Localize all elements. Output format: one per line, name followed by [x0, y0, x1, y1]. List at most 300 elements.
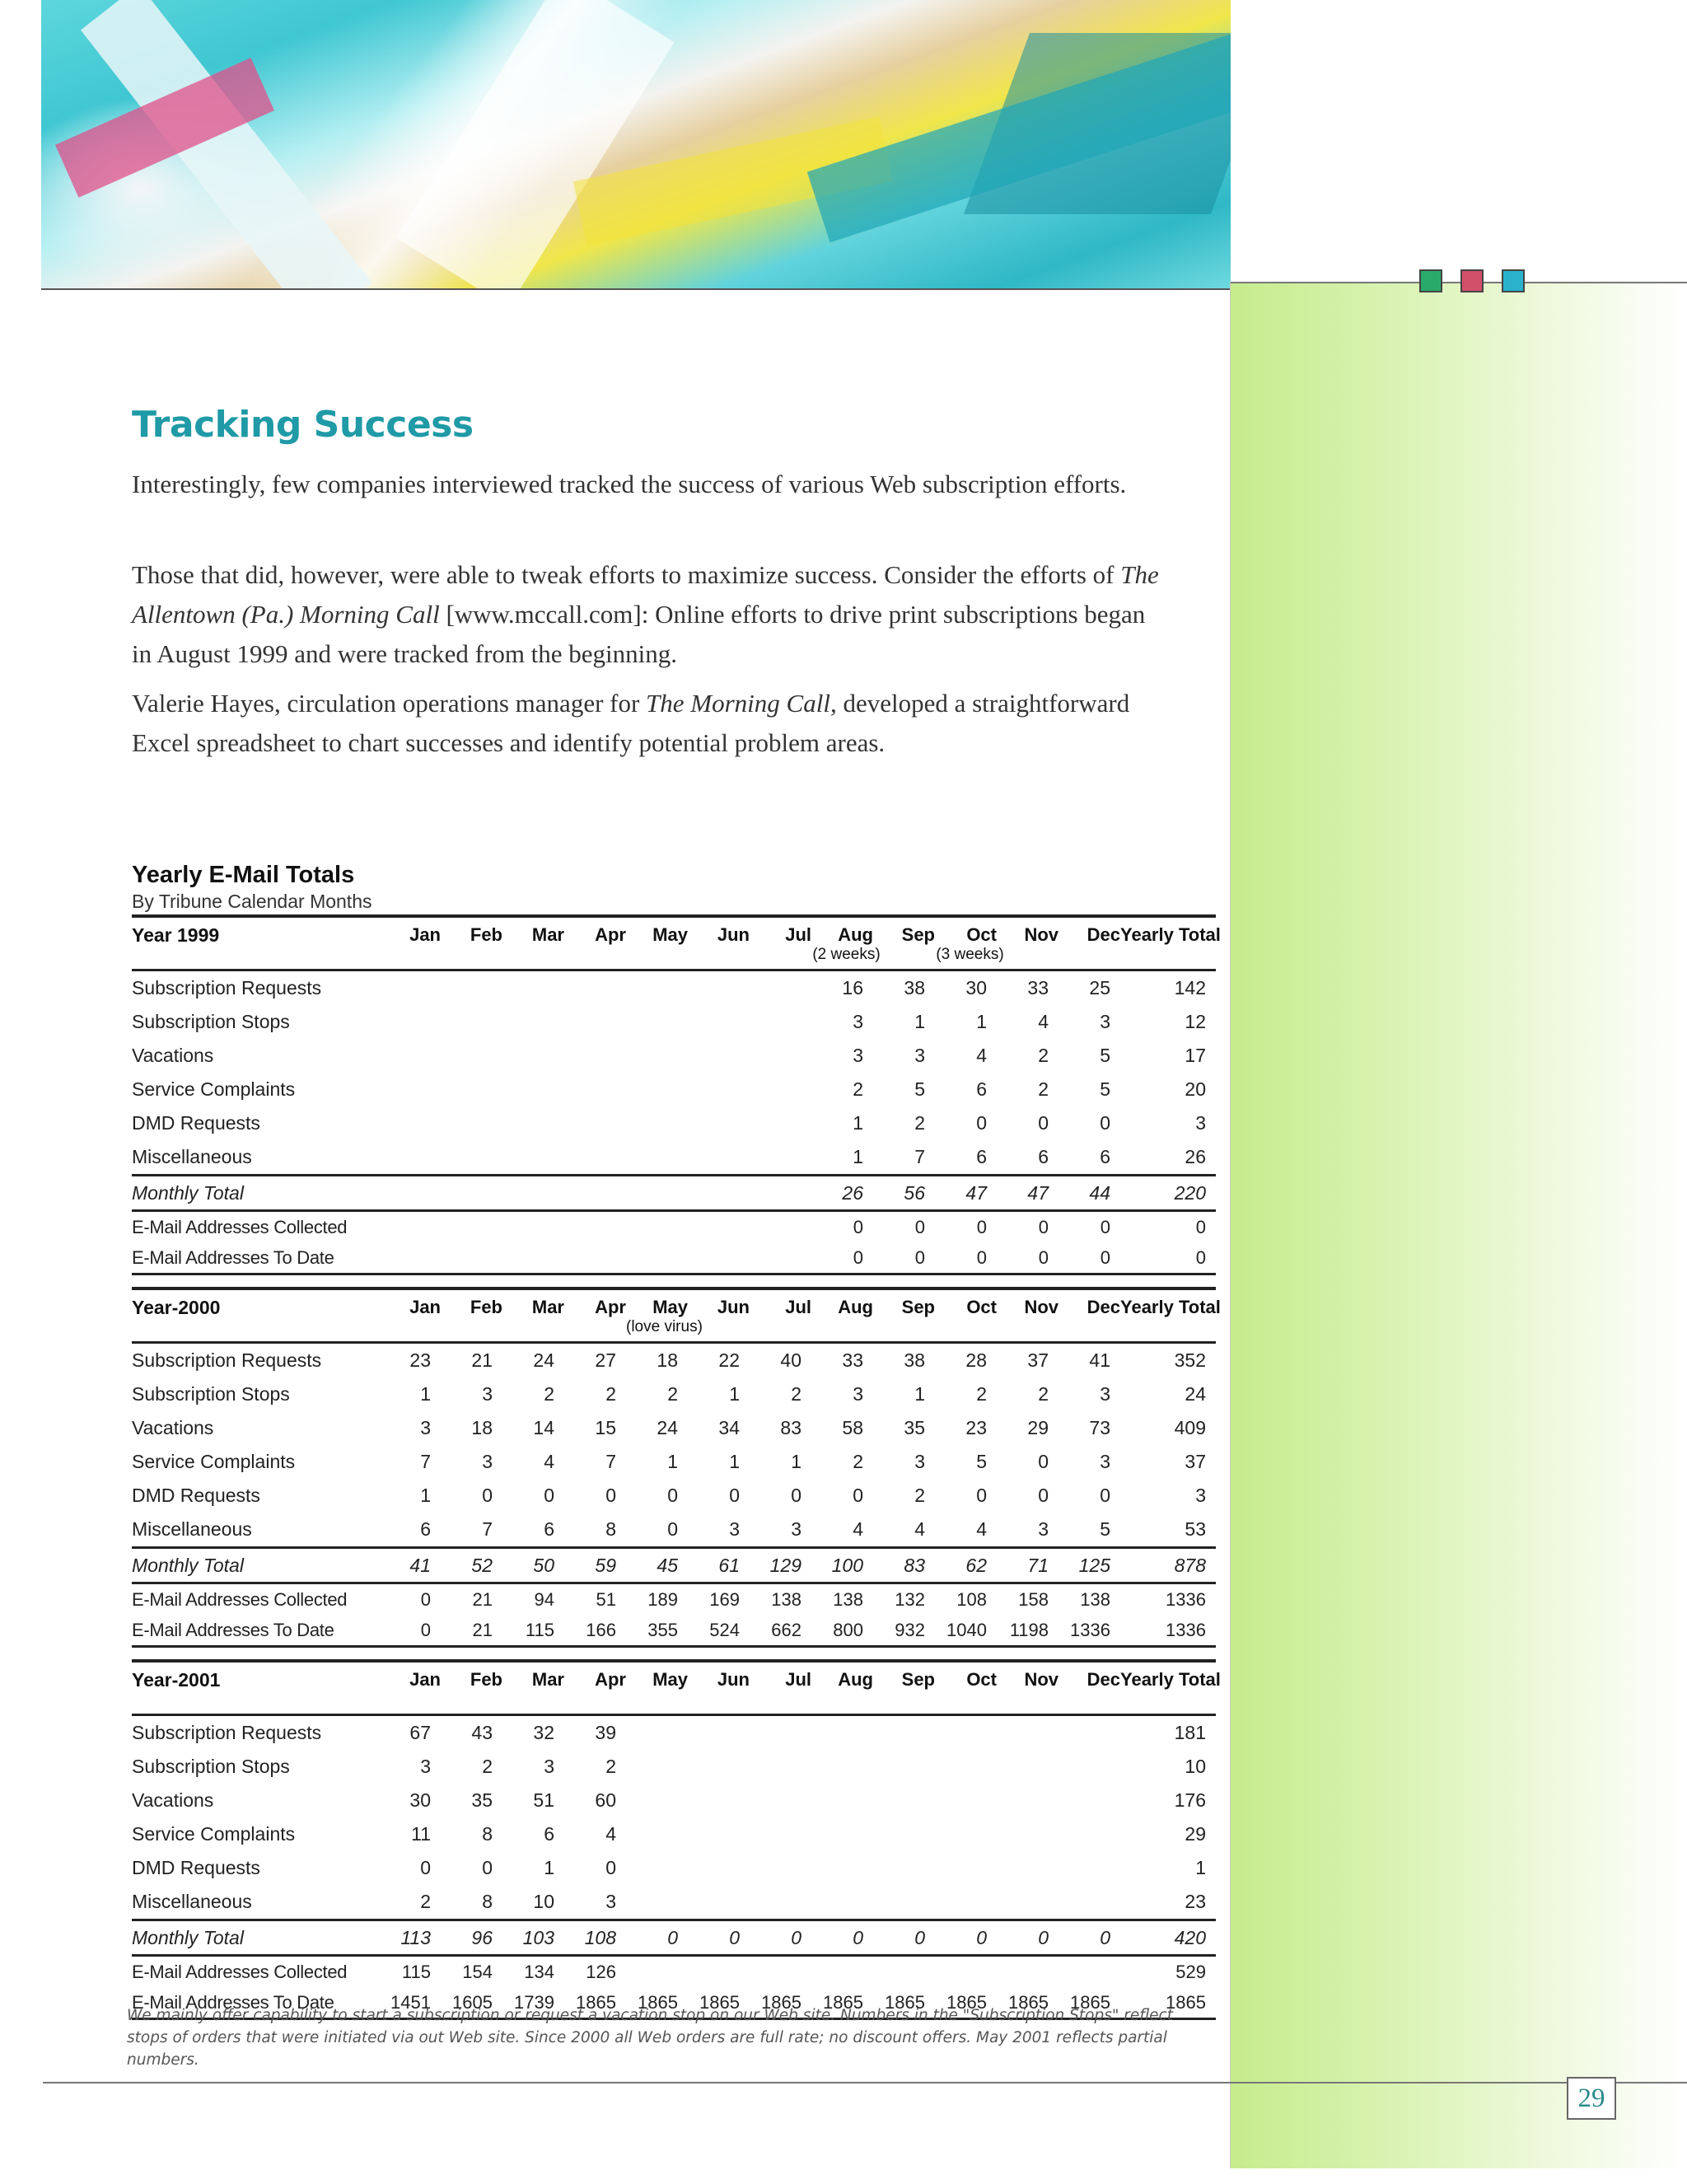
table-cell: 43: [471, 1722, 493, 1743]
table-subtitle: By Tribune Calendar Months: [132, 891, 372, 912]
table-cell: [1058, 1885, 1120, 1920]
table-cell: 3: [1195, 1112, 1206, 1134]
email-row-label: E-Mail Addresses To Date: [132, 1987, 379, 2019]
table-cell: [502, 1039, 564, 1073]
month-header: [379, 1661, 441, 1715]
table-cell: [441, 1039, 502, 1073]
blue-square-icon: [1502, 269, 1525, 292]
table-cell: 38: [904, 977, 925, 998]
email-cell: 0: [997, 1242, 1058, 1274]
table-cell: [502, 970, 564, 1006]
month-header: [873, 916, 935, 970]
table-cell: 16: [842, 977, 863, 998]
email-cell: 1865: [750, 1987, 811, 2019]
table-cell: 18: [657, 1349, 678, 1371]
monthly-total-label: Monthly Total: [132, 1176, 379, 1211]
table-cell: 24: [1185, 1383, 1206, 1405]
month-header: [935, 1661, 997, 1715]
email-cell: 1865: [997, 1987, 1058, 2019]
table-cell: 1: [853, 1112, 863, 1134]
table-cell: 0: [791, 1485, 801, 1506]
month-header: [502, 1288, 564, 1343]
table-cell: 83: [780, 1417, 801, 1438]
monthly-total-cell: 0: [688, 1920, 750, 1956]
table-cell: [1058, 1715, 1120, 1751]
month-header: [688, 1661, 750, 1715]
table-row: [132, 1817, 1216, 1851]
table-cell: 27: [595, 1349, 616, 1371]
table-cell: 6: [544, 1518, 554, 1540]
table-cell: [441, 1140, 502, 1176]
table-cell: [997, 1885, 1058, 1920]
table-cell: 0: [1038, 1451, 1049, 1472]
month-label: Mar: [531, 1669, 564, 1690]
table-cell: 35: [904, 1417, 925, 1438]
year-label: Year-2001: [132, 1669, 221, 1691]
month-header: [997, 1661, 1058, 1715]
table-cell: 5: [1100, 1045, 1110, 1066]
row-label: Vacations: [132, 1045, 214, 1066]
table-cell: 5: [976, 1451, 987, 1472]
row-label: Vacations: [132, 1789, 214, 1811]
table-cell: 60: [595, 1789, 616, 1811]
table-cell: [564, 970, 626, 1006]
table-cell: [997, 1817, 1058, 1851]
table-cell: [626, 1140, 688, 1176]
monthly-total-cell: 71: [997, 1548, 1058, 1583]
email-cell: 0: [976, 1216, 987, 1237]
email-cell: [750, 1242, 811, 1274]
monthly-total-cell: 59: [564, 1548, 626, 1583]
table-cell: 0: [482, 1485, 493, 1506]
month-label: Jun: [717, 1669, 750, 1690]
month-label: Apr: [595, 1297, 626, 1317]
month-label: Dec: [1087, 1297, 1120, 1317]
table-cell: 5: [1100, 1518, 1110, 1540]
table-cell: 73: [1089, 1417, 1110, 1438]
table-cell: [811, 1715, 873, 1751]
email-cell: 1336: [1058, 1615, 1120, 1647]
table-cell: 2: [853, 1451, 863, 1472]
table-row: [132, 1039, 1216, 1073]
month-header: [441, 1661, 502, 1715]
email-cell: 0: [1038, 1216, 1049, 1237]
table-cell: 30: [409, 1789, 431, 1811]
table-cell: 6: [976, 1078, 987, 1100]
month-label: Jul: [785, 924, 811, 945]
email-cell: 662: [750, 1615, 811, 1647]
table-cell: 4: [976, 1518, 987, 1540]
email-cell: 166: [564, 1615, 626, 1647]
row-label: Service Complaints: [132, 1451, 296, 1472]
month-label: Nov: [1024, 1669, 1058, 1690]
email-cell: 1865: [1058, 1987, 1120, 2019]
table-cell: [750, 1106, 811, 1140]
table-cell: 11: [411, 1823, 431, 1845]
table-cell: [688, 1885, 750, 1920]
month-note: (2 weeks): [812, 946, 881, 963]
row-label: DMD Requests: [132, 1485, 260, 1506]
table-cell: [626, 1073, 688, 1106]
table-cell: 5: [1100, 1078, 1110, 1100]
table-cell: 5: [914, 1078, 925, 1100]
monthly-total-cell: 61: [688, 1548, 750, 1583]
email-cell: 0: [1058, 1242, 1120, 1274]
month-label: Oct: [966, 1297, 997, 1317]
table-cell: [811, 1817, 873, 1851]
table-cell: 51: [533, 1789, 554, 1811]
table-cell: [626, 1784, 688, 1817]
paragraph-1-text: Interestingly, few companies interviewed tracked the success of various Web subscription efforts.: [132, 470, 1127, 498]
table-cell: 2: [667, 1383, 678, 1405]
table-cell: 181: [1174, 1722, 1206, 1743]
email-cell: 1865: [564, 1987, 626, 2019]
table-cell: 3: [420, 1756, 431, 1777]
row-label: DMD Requests: [132, 1857, 260, 1878]
monthly-total-cell: 45: [626, 1548, 688, 1583]
table-row: [132, 1073, 1216, 1106]
table-cell: [688, 970, 750, 1006]
table-cell: [750, 1784, 811, 1817]
table-cell: [873, 1715, 935, 1751]
month-header: [997, 916, 1058, 970]
month-label: Aug: [838, 1297, 873, 1317]
email-cell: [997, 1956, 1058, 1988]
table-cell: 0: [605, 1485, 616, 1506]
email-cell: [811, 1956, 873, 1988]
table-cell: 4: [853, 1518, 863, 1540]
monthly-total-cell: 0: [935, 1920, 997, 1956]
monthly-total-cell: 420: [1120, 1920, 1216, 1956]
email-cell: 0: [853, 1216, 863, 1237]
table-row: [132, 1715, 1216, 1751]
email-cell: 800: [811, 1615, 873, 1647]
table-cell: 2: [976, 1383, 987, 1405]
email-cell: 134: [524, 1961, 554, 1982]
table-cell: 7: [420, 1451, 431, 1472]
table-cell: [564, 1073, 626, 1106]
email-cell: [688, 1956, 750, 1988]
month-label: Feb: [470, 924, 502, 945]
table-cell: 2: [1038, 1383, 1049, 1405]
paragraph-1: [132, 465, 1161, 504]
month-label: Nov: [1024, 924, 1058, 945]
table-cell: [441, 970, 502, 1006]
month-header: [750, 916, 811, 970]
table-row: [132, 1005, 1216, 1039]
table-cell: 2: [1038, 1078, 1049, 1100]
table-row: [132, 1885, 1216, 1920]
paragraph-3-text-a: Valerie Hayes, circulation operations manager for: [132, 689, 647, 718]
table-cell: 29: [1185, 1823, 1206, 1845]
table-cell: 14: [533, 1417, 554, 1438]
table-cell: 20: [1185, 1078, 1206, 1100]
table-cell: [935, 1817, 997, 1851]
table-cell: 3: [853, 1383, 863, 1405]
month-header: [935, 916, 1004, 970]
page-number: 29: [1567, 2077, 1616, 2120]
email-cell: 355: [626, 1615, 688, 1647]
month-label: Jul: [785, 1669, 811, 1690]
email-row-label: E-Mail Addresses Collected: [132, 1588, 348, 1610]
email-cell: 1865: [935, 1987, 997, 2019]
monthly-total-row: [132, 1176, 1216, 1211]
table-cell: [564, 1005, 626, 1039]
email-cell: 169: [709, 1588, 740, 1610]
email-cell: 51: [596, 1588, 616, 1610]
table-cell: 7: [605, 1451, 616, 1472]
email-row: [132, 1583, 1216, 1616]
table-cell: 17: [1185, 1045, 1206, 1066]
email-row: [132, 1211, 1216, 1243]
month-header: [811, 1661, 873, 1715]
month-header: [935, 1288, 997, 1343]
paragraph-2-text-b: [www.mccall.com]: Online efforts to drive print subscriptions began in August 1999 and were tracked from the beginning.: [132, 600, 1146, 668]
table-cell: [1058, 1851, 1120, 1885]
table-cell: 58: [842, 1417, 863, 1438]
email-cell: 108: [956, 1588, 987, 1610]
monthly-total-cell: 96: [441, 1920, 502, 1956]
email-cell: 0: [379, 1615, 441, 1647]
email-cell: [626, 1956, 688, 1988]
table-cell: [750, 1715, 811, 1751]
table-cell: 38: [904, 1349, 925, 1371]
table-cell: [626, 1750, 688, 1784]
table-cell: 2: [914, 1112, 925, 1134]
table-cell: [626, 1715, 688, 1751]
table-cell: 39: [595, 1722, 616, 1743]
table-cell: 33: [1027, 977, 1049, 998]
table-cell: [441, 1073, 502, 1106]
month-note: (love virus): [626, 1318, 703, 1335]
email-cell: [502, 1242, 564, 1274]
email-row-label: E-Mail Addresses To Date: [132, 1615, 379, 1647]
email-cell: [688, 1242, 750, 1274]
table-cell: [750, 1005, 811, 1039]
table-row: [132, 1445, 1216, 1479]
month-header: [564, 916, 626, 970]
month-label: Feb: [470, 1297, 502, 1317]
red-square-icon: [1460, 269, 1484, 292]
month-header: [1058, 916, 1120, 970]
table-cell: [750, 1817, 811, 1851]
email-cell: 1865: [688, 1987, 750, 2019]
monthly-total-cell: 220: [1120, 1176, 1216, 1211]
table-cell: 4: [605, 1823, 616, 1845]
table-cell: 40: [780, 1349, 801, 1371]
monthly-total-cell: [750, 1176, 811, 1211]
table-cell: 22: [718, 1349, 740, 1371]
table-cell: 4: [1038, 1011, 1049, 1032]
month-header: [502, 1661, 564, 1715]
footnote: We mainly offer capability to start a subscription or request a vacation stop on our Web site. Numbers in the "Subscription Stops" reflect stops of orders that were initiated via out Web site. Since 2000 all Web orders are full rate; no discount offers. May 2001 reflects partial numbers.: [127, 2007, 1173, 2069]
yearly-total-header: Yearly Total: [1120, 1297, 1221, 1317]
email-cell: 1865: [626, 1987, 688, 2019]
table-cell: 0: [976, 1112, 987, 1134]
table-cell: [564, 1106, 626, 1140]
table-cell: [502, 1005, 564, 1039]
table-cell: 23: [965, 1417, 987, 1438]
table-cell: 176: [1174, 1789, 1206, 1811]
table-row: [132, 1784, 1216, 1817]
email-cell: 189: [647, 1588, 678, 1610]
table-cell: 1: [544, 1857, 554, 1878]
monthly-total-cell: 83: [873, 1548, 935, 1583]
table-cell: [626, 1817, 688, 1851]
table-cell: 1: [791, 1451, 801, 1472]
month-header: [626, 1288, 703, 1343]
table-cell: 8: [482, 1823, 493, 1845]
month-label: Mar: [531, 924, 564, 945]
row-label: Subscription Stops: [132, 1383, 290, 1405]
table-cell: 7: [914, 1146, 925, 1167]
table-cell: [873, 1885, 935, 1920]
email-cell: 1605: [441, 1987, 502, 2019]
table-cell: [688, 1073, 750, 1106]
table-cell: 53: [1185, 1518, 1206, 1540]
email-row-label: E-Mail Addresses To Date: [132, 1242, 379, 1274]
table-cell: 1: [420, 1485, 431, 1506]
monthly-total-cell: 125: [1058, 1548, 1120, 1583]
email-cell: 932: [873, 1615, 935, 1647]
row-label: Subscription Stops: [132, 1756, 290, 1777]
month-header: [873, 1288, 935, 1343]
table-cell: 6: [544, 1823, 554, 1845]
table-cell: 0: [1038, 1112, 1049, 1134]
email-cell: 0: [914, 1216, 925, 1237]
email-cell: 138: [1080, 1588, 1110, 1610]
monthly-total-cell: [379, 1176, 441, 1211]
row-label: Subscription Stops: [132, 1011, 290, 1032]
table-cell: 23: [409, 1349, 431, 1371]
table-cell: [997, 1851, 1058, 1885]
month-label: Jun: [717, 924, 750, 945]
table-cell: 0: [729, 1485, 740, 1506]
table-cell: 0: [976, 1485, 987, 1506]
table-cell: [1058, 1750, 1120, 1784]
paragraph-3-publication: The Morning Call,: [646, 689, 837, 718]
month-header: [379, 916, 441, 970]
table-cell: 41: [1089, 1349, 1110, 1371]
table-cell: 6: [420, 1518, 431, 1540]
table-cell: [750, 1039, 811, 1073]
month-header: [441, 916, 502, 970]
table-cell: [811, 1885, 873, 1920]
row-label: Subscription Requests: [132, 977, 322, 998]
month-label: Aug: [838, 924, 873, 945]
table-cell: [379, 1140, 441, 1176]
email-cell: 0: [1100, 1216, 1110, 1237]
year-header-row: [132, 916, 1216, 970]
paragraph-3-text-b: developed a straightforward Excel spreadsheet to chart successes and identify potential problem areas.: [132, 689, 1130, 757]
table-cell: 37: [1027, 1349, 1049, 1371]
email-cell: 138: [771, 1588, 801, 1610]
table-cell: 32: [533, 1722, 554, 1743]
table-cell: 26: [1185, 1146, 1206, 1167]
month-header: [626, 916, 688, 970]
monthly-total-row: [132, 1920, 1216, 1956]
monthly-total-cell: 62: [935, 1548, 997, 1583]
green-square-icon: [1419, 269, 1442, 292]
table-cell: 2: [605, 1756, 616, 1777]
table-cell: [750, 1750, 811, 1784]
email-cell: 1739: [502, 1987, 564, 2019]
table-cell: [750, 1885, 811, 1920]
email-cell: 132: [895, 1588, 925, 1610]
table-cell: [1058, 1817, 1120, 1851]
email-cell: 1198: [997, 1615, 1058, 1647]
month-label: Aug: [838, 1669, 873, 1690]
monthly-total-cell: 0: [873, 1920, 935, 1956]
table-cell: 1: [914, 1011, 925, 1032]
table-cell: [935, 1715, 997, 1751]
table-cell: 0: [667, 1485, 678, 1506]
email-cell: 138: [833, 1588, 863, 1610]
email-cell: [502, 1211, 564, 1243]
table-cell: [441, 1106, 502, 1140]
table-row: [132, 1140, 1216, 1176]
side-divider: [1230, 282, 1231, 2168]
table-cell: 3: [1195, 1485, 1206, 1506]
email-row-label: E-Mail Addresses Collected: [132, 1216, 348, 1237]
paragraph-3: [132, 684, 1161, 763]
table-cell: [626, 1005, 688, 1039]
table-cell: [626, 1851, 688, 1885]
table-cell: [688, 1039, 750, 1073]
monthly-total-cell: 41: [379, 1548, 441, 1583]
table-cell: 0: [1100, 1112, 1110, 1134]
email-totals-table: [132, 914, 1221, 2020]
month-label: Jun: [717, 1297, 750, 1317]
table-row: [132, 1851, 1216, 1885]
table-cell: 1: [667, 1451, 678, 1472]
monthly-total-row: [132, 1548, 1216, 1583]
month-header: [379, 1288, 441, 1343]
table-cell: 8: [482, 1891, 493, 1912]
month-header: [564, 1661, 626, 1715]
table-cell: 4: [976, 1045, 987, 1066]
table-cell: 18: [471, 1417, 493, 1438]
table-cell: [688, 1005, 750, 1039]
table-cell: 0: [605, 1857, 616, 1878]
table-cell: 1: [976, 1011, 987, 1032]
table-row: [132, 1343, 1216, 1378]
table-cell: 24: [657, 1417, 678, 1438]
table-cell: 1: [853, 1146, 863, 1167]
table-cell: 2: [544, 1383, 554, 1405]
table-cell: 30: [965, 977, 987, 998]
table-cell: 3: [605, 1891, 616, 1912]
monthly-total-cell: 0: [1058, 1920, 1120, 1956]
table-cell: 24: [533, 1349, 554, 1371]
email-row: [132, 1242, 1216, 1274]
table-cell: [935, 1885, 997, 1920]
table-cell: [688, 1106, 750, 1140]
month-header: [873, 1661, 935, 1715]
email-cell: 0: [935, 1242, 997, 1274]
table-cell: 0: [1100, 1485, 1110, 1506]
table-cell: 3: [544, 1756, 554, 1777]
email-cell: 1040: [935, 1615, 997, 1647]
monthly-total-cell: 0: [750, 1920, 811, 1956]
table-cell: 3: [1100, 1451, 1110, 1472]
email-cell: 115: [502, 1615, 564, 1647]
table-cell: 142: [1174, 977, 1206, 998]
table-cell: [441, 1005, 502, 1039]
year-header-row: [132, 1288, 1216, 1343]
table-cell: [688, 1851, 750, 1885]
table-cell: 0: [482, 1857, 493, 1878]
